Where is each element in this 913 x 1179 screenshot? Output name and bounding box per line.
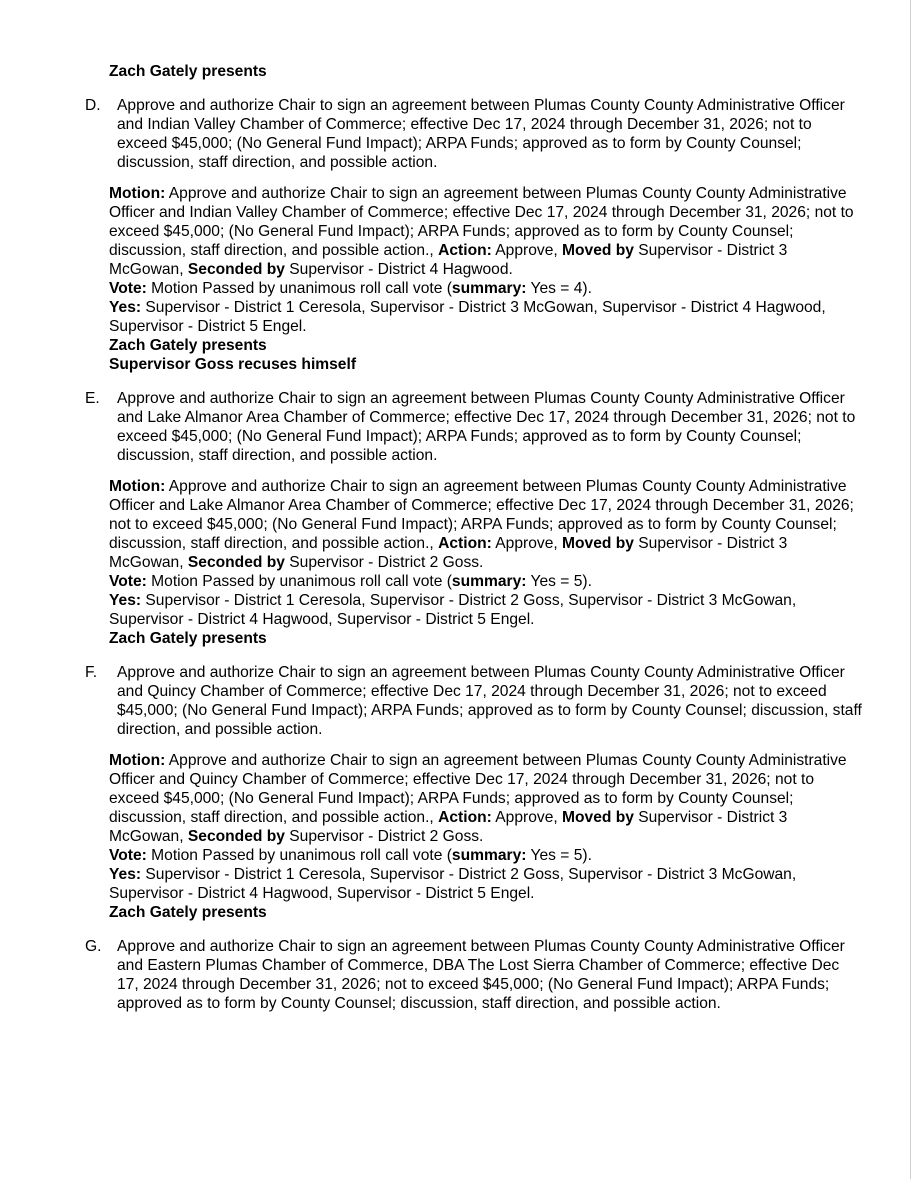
- item-description: Approve and authorize Chair to sign an agreement between Plumas County County Administrative Officer and Lake Almanor Area Chamber of Commerce; effective Dec 17, 2024 through December 31, 2026; not to exceed $45,000; (No General Fund Impact); ARPA Funds; approved as to form by County Counsel; discussion, staff direction, and possible action.: [117, 390, 856, 464]
- presenter-note: Zach Gately presents: [109, 63, 267, 80]
- vote-line: Vote: Motion Passed by unanimous roll call vote (summary: Yes = 5).: [109, 573, 592, 590]
- agenda-item-d: [0, 96, 913, 172]
- motion-block-e: [109, 477, 859, 648]
- agenda-item-g: [0, 937, 913, 1013]
- agenda-item-f: [0, 663, 913, 739]
- yes-line: Yes: Supervisor - District 1 Ceresola, Supervisor - District 3 McGowan, Supervisor - District 4 Hagwood, Supervisor - District 5 Engel.: [109, 299, 826, 335]
- item-description: Approve and authorize Chair to sign an agreement between Plumas County County Administrative Officer and Eastern Plumas Chamber of Commerce, DBA The Lost Sierra Chamber of Commerce; effective Dec 17, 2024 through December 31, 2026; not to exceed $45,000; (No General Fund Impact); ARPA Funds; approved as to form by County Counsel; discussion, staff direction, and possible action.: [117, 938, 845, 1012]
- motion-block-f: [109, 751, 859, 922]
- presenter-note: Zach Gately presents: [109, 337, 267, 354]
- recusal-note: Supervisor Goss recuses himself: [109, 356, 357, 373]
- motion-line: Motion: Approve and authorize Chair to sign an agreement between Plumas County County Administrative Officer and Lake Almanor Area Chamber of Commerce; effective Dec 17, 2024 through December 31, 2026; not to exceed $45,000; (No General Fund Impact); ARPA Funds; approved as to form by County Counsel; discussion, staff direction, and possible action., Action: Approve, Moved by Supervisor - District 3 McGowan, Seconded by Supervisor - District 2 Goss.: [109, 478, 854, 571]
- item-description: Approve and authorize Chair to sign an agreement between Plumas County County Administrative Officer and Indian Valley Chamber of Commerce; effective Dec 17, 2024 through December 31, 2026; not to exceed $45,000; (No General Fund Impact); ARPA Funds; approved as to form by County Counsel; discussion, staff direction, and possible action.: [117, 97, 845, 171]
- agenda-item-e: [0, 389, 913, 465]
- item-letter: D.: [85, 97, 101, 114]
- minutes-document: [0, 62, 913, 1013]
- item-description: Approve and authorize Chair to sign an agreement between Plumas County County Administrative Officer and Quincy Chamber of Commerce; effective Dec 17, 2024 through December 31, 2026; not to exceed $45,000; (No General Fund Impact); ARPA Funds; approved as to form by County Counsel; discussion, staff direction, and possible action.: [117, 664, 862, 738]
- yes-line: Yes: Supervisor - District 1 Ceresola, Supervisor - District 2 Goss, Supervisor - District 3 McGowan, Supervisor - District 4 Hagwood, Supervisor - District 5 Engel.: [109, 866, 797, 902]
- vote-line: Vote: Motion Passed by unanimous roll call vote (summary: Yes = 5).: [109, 847, 592, 864]
- item-letter: G.: [85, 938, 102, 955]
- item-letter: E.: [85, 390, 100, 407]
- motion-block-d: [109, 184, 859, 374]
- yes-line: Yes: Supervisor - District 1 Ceresola, Supervisor - District 2 Goss, Supervisor - District 3 McGowan, Supervisor - District 4 Hagwood, Supervisor - District 5 Engel.: [109, 592, 797, 628]
- motion-line: Motion: Approve and authorize Chair to sign an agreement between Plumas County County Administrative Officer and Indian Valley Chamber of Commerce; effective Dec 17, 2024 through December 31, 2026; not to exceed $45,000; (No General Fund Impact); ARPA Funds; approved as to form by County Counsel; discussion, staff direction, and possible action., Action: Approve, Moved by Supervisor - District 3 McGowan, Seconded by Supervisor - District 4 Hagwood.: [109, 185, 854, 278]
- presenter-note: Zach Gately presents: [109, 630, 267, 647]
- vote-line: Vote: Motion Passed by unanimous roll call vote (summary: Yes = 4).: [109, 280, 592, 297]
- presenter-note: Zach Gately presents: [109, 904, 267, 921]
- item-letter: F.: [85, 664, 98, 681]
- motion-line: Motion: Approve and authorize Chair to sign an agreement between Plumas County County Administrative Officer and Quincy Chamber of Commerce; effective Dec 17, 2024 through December 31, 2026; not to exceed $45,000; (No General Fund Impact); ARPA Funds; approved as to form by County Counsel; discussion, staff direction, and possible action., Action: Approve, Moved by Supervisor - District 3 McGowan, Seconded by Supervisor - District 2 Goss.: [109, 752, 847, 845]
